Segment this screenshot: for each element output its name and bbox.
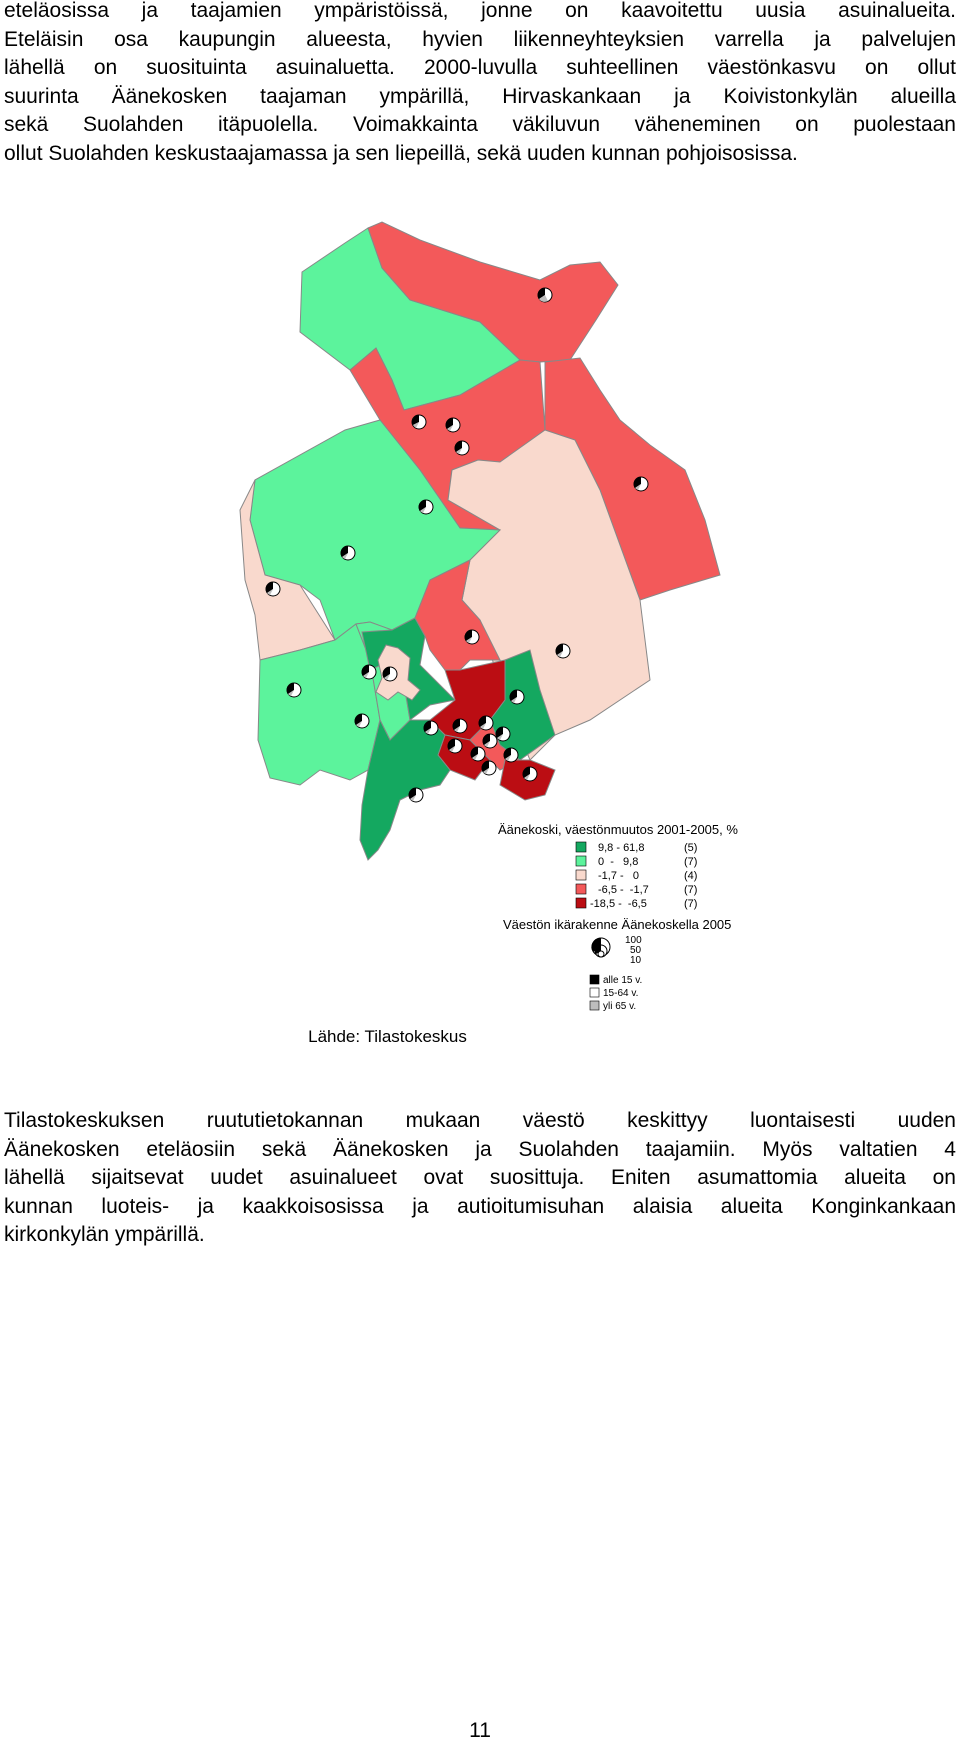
pie-symbol bbox=[556, 644, 570, 658]
population-change-map bbox=[0, 200, 960, 1020]
age-swatch bbox=[590, 1001, 599, 1010]
size-legend bbox=[591, 935, 642, 966]
pie-symbol bbox=[287, 683, 301, 697]
size-value: 100 bbox=[625, 935, 642, 946]
legend-range: -6,5 - -1,7 bbox=[598, 884, 649, 896]
pie-symbol bbox=[419, 500, 433, 514]
intro-line: ollut Suolahden keskustaajamassa ja sen liepeillä, sekä uuden kunnan pohjoisosissa. bbox=[4, 141, 798, 165]
legend-count: (5) bbox=[684, 842, 698, 854]
legend-swatch bbox=[576, 898, 586, 908]
legend-class bbox=[576, 842, 697, 854]
legend-range: -18,5 - -6,5 bbox=[590, 898, 647, 910]
pie-symbol bbox=[538, 288, 552, 302]
age-legend-title: Väestön ikärakenne Äänekoskella 2005 bbox=[503, 917, 732, 932]
pie-symbol bbox=[504, 748, 518, 762]
pie-symbol bbox=[446, 418, 460, 432]
legend-count: (4) bbox=[684, 870, 698, 882]
outro-paragraph bbox=[4, 1107, 956, 1250]
page-number: 11 bbox=[469, 1719, 491, 1742]
pie-symbol bbox=[465, 630, 479, 644]
outro-line: Tilastokeskuksen ruututietokannan mukaan väestö keskittyy luontaisesti uuden bbox=[4, 1109, 956, 1132]
pie-symbol bbox=[355, 714, 369, 728]
legend-range: 9,8 - 61,8 bbox=[598, 842, 645, 854]
pie-symbol bbox=[496, 727, 510, 741]
size-circle-small bbox=[598, 951, 604, 957]
outro-line: lähellä sijaitsevat uudet asuinalueet ovat suosittuja. Eniten asumattomia alueita on bbox=[4, 1166, 956, 1189]
size-value: 10 bbox=[630, 955, 642, 966]
pie-symbol bbox=[409, 788, 423, 802]
outro-line: kunnan luoteis- ja kaakkoisosissa ja autioitumisuhan alaisia alueita Konginkankaan bbox=[4, 1194, 956, 1218]
pie-symbol bbox=[523, 767, 537, 781]
pie-symbol bbox=[510, 690, 524, 704]
intro-line: suurinta Äänekosken taajaman ympärillä, Hirvaskankaan ja Koivistonkylän alueilla bbox=[4, 84, 956, 108]
pie-symbol bbox=[483, 734, 497, 748]
pie-symbol bbox=[266, 582, 280, 596]
legend-title: Äänekoski, väestönmuutos 2001-2005, % bbox=[498, 822, 738, 837]
outro-line: kirkonkylän ympärillä. bbox=[4, 1223, 205, 1246]
age-group-entry bbox=[590, 975, 642, 986]
pie-symbol bbox=[634, 477, 648, 491]
pie-symbol bbox=[455, 441, 469, 455]
pie-symbol bbox=[471, 747, 485, 761]
age-label: 15-64 v. bbox=[603, 988, 639, 999]
legend-class bbox=[576, 884, 697, 896]
legend-class bbox=[576, 870, 697, 882]
age-swatch bbox=[590, 975, 599, 984]
age-swatch bbox=[590, 988, 599, 997]
pie-symbol bbox=[482, 761, 496, 775]
legend-count: (7) bbox=[684, 856, 698, 868]
intro-line: eteläosissa ja taajamien ympäristöissä, jonne on kaavoitettu uusia asuinalueita. bbox=[4, 0, 956, 22]
pie-symbol bbox=[362, 665, 376, 679]
pie-symbol bbox=[412, 415, 426, 429]
legend-class bbox=[576, 898, 697, 910]
pie-symbol bbox=[448, 739, 462, 753]
legend-swatch bbox=[576, 842, 586, 852]
age-group-entry bbox=[590, 988, 638, 999]
intro-line: Eteläisin osa kaupungin alueesta, hyvien liikenneyhteyksien varrella ja palvelujen bbox=[4, 27, 956, 51]
pie-symbol bbox=[341, 546, 355, 560]
age-label: yli 65 v. bbox=[603, 1001, 637, 1012]
intro-line: lähellä on suosituinta asuinaluetta. 2000-luvulla suhteellinen väestönkasvu on ollut bbox=[4, 56, 956, 79]
legend-swatch bbox=[576, 884, 586, 894]
legend-swatch bbox=[576, 856, 586, 866]
legend-swatch bbox=[576, 870, 586, 880]
age-label: alle 15 v. bbox=[603, 975, 643, 986]
pie-symbol bbox=[383, 667, 397, 681]
figure-source: Lähde: Tilastokeskus bbox=[308, 1027, 467, 1046]
legend-count: (7) bbox=[684, 898, 698, 910]
intro-paragraph bbox=[4, 0, 956, 168]
legend-class bbox=[576, 856, 697, 868]
pie-symbol bbox=[479, 716, 493, 730]
intro-line: sekä Suolahden itäpuolella. Voimakkainta väkiluvun väheneminen on puolestaan bbox=[4, 113, 956, 136]
legend-count: (7) bbox=[684, 884, 698, 896]
age-group-entry bbox=[590, 1001, 636, 1012]
size-value: 50 bbox=[630, 945, 642, 956]
pie-symbol bbox=[453, 719, 467, 733]
legend-range: 0 - 9,8 bbox=[598, 856, 639, 868]
pie-symbol bbox=[424, 721, 438, 735]
legend-range: -1,7 - 0 bbox=[598, 870, 639, 882]
outro-line: Äänekosken eteläosiin sekä Äänekosken ja Suolahden taajamiin. Myös valtatien 4 bbox=[4, 1137, 956, 1161]
